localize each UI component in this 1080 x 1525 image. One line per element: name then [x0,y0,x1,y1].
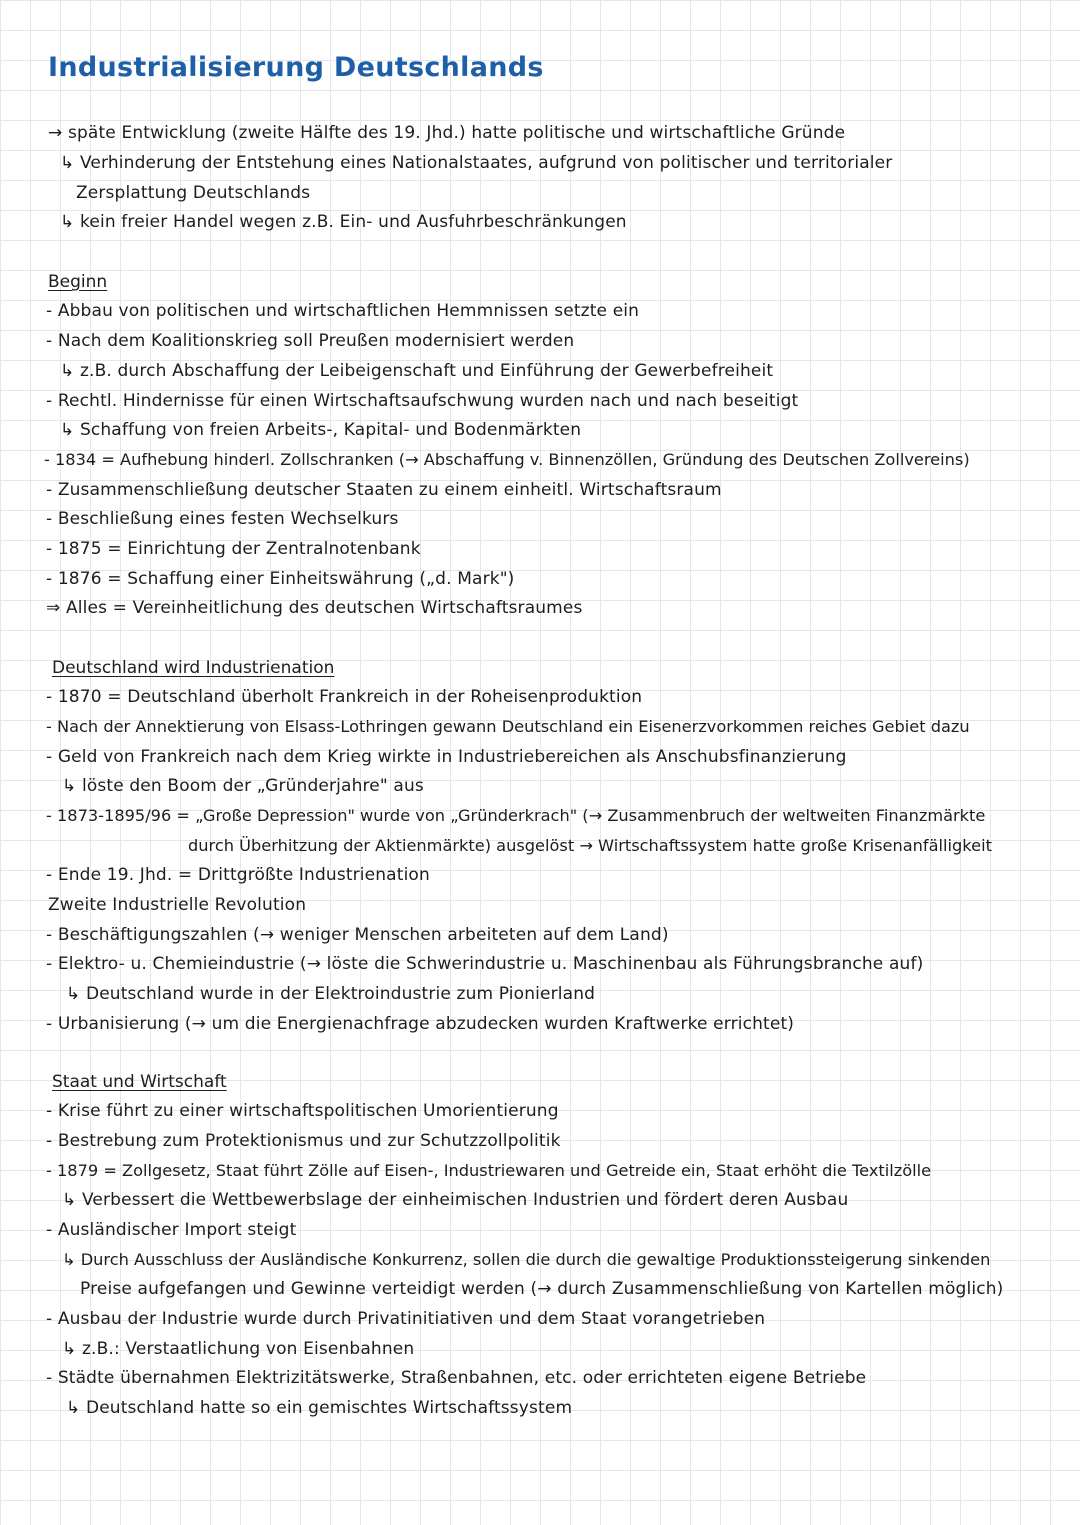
intro-line: ↳ kein freier Handel wegen z.B. Ein- und Ausfuhrbeschränkungen [60,212,627,232]
list-item: - Rechtl. Hindernisse für einen Wirtschaftsaufschwung wurden nach und nach beseitigt [46,391,799,411]
list-item: - 1870 = Deutschland überholt Frankreich in der Roheisenproduktion [46,687,643,707]
section-heading-beginn: Beginn [48,272,108,292]
list-item: ↳ Verbessert die Wettbewerbslage der einheimischen Industrien und fördert deren Ausbau [62,1190,849,1210]
list-item: - 1873-1895/96 = „Große Depression" wurde von „Gründerkrach" (→ Zusammenbruch der weltweiten Finanzmärkte [46,806,986,825]
list-item: - Ausbau der Industrie wurde durch Privatinitiativen und dem Staat vorangetrieben [46,1309,766,1329]
list-item: Preise aufgefangen und Gewinne verteidigt werden (→ durch Zusammenschließung von Kartellen möglich) [80,1279,1004,1299]
list-item: - Elektro- u. Chemieindustrie (→ löste die Schwerindustrie u. Maschinenbau als Führungsbranche auf) [46,954,924,974]
list-item: - Beschließung eines festen Wechselkurs [46,509,399,529]
list-item: ↳ z.B.: Verstaatlichung von Eisenbahnen [62,1339,415,1359]
list-item: durch Überhitzung der Aktienmärkte) ausgelöst → Wirtschaftssystem hatte große Krisenanfälligkeit [188,836,992,855]
list-item: - 1834 = Aufhebung hinderl. Zollschranken (→ Abschaffung v. Binnenzöllen, Gründung des Deutschen Zollvereins) [44,450,970,469]
list-item: ↳ Durch Ausschluss der Ausländische Konkurrenz, sollen die durch die gewaltige Produktionssteigerung sinkenden [62,1250,991,1269]
list-item: - Urbanisierung (→ um die Energienachfrage abzudecken wurden Kraftwerke errichtet) [46,1014,795,1034]
list-item: ↳ Schaffung von freien Arbeits-, Kapital- und Bodenmärkten [60,420,582,440]
intro-line: ↳ Verhinderung der Entstehung eines Nationalstaates, aufgrund von politischer und territorialer [60,153,893,173]
list-item: - Ausländischer Import steigt [46,1220,297,1240]
list-item: - Bestrebung zum Protektionismus und zur Schutzzollpolitik [46,1131,561,1151]
list-item: - Krise führt zu einer wirtschaftspolitischen Umorientierung [46,1101,559,1121]
list-item: - 1876 = Schaffung einer Einheitswährung („d. Mark") [46,569,515,589]
page-title: Industrialisierung Deutschlands [48,52,544,83]
list-item: - Nach dem Koalitionskrieg soll Preußen modernisiert werden [46,331,575,351]
section-heading-industrienation: Deutschland wird Industrienation [52,658,335,678]
list-item: ↳ Deutschland wurde in der Elektroindustrie zum Pionierland [66,984,596,1004]
subheading: Zweite Industrielle Revolution [48,895,307,915]
intro-line: → späte Entwicklung (zweite Hälfte des 19. Jhd.) hatte politische und wirtschaftliche Gründe [48,123,846,143]
list-item: - Zusammenschließung deutscher Staaten zu einem einheitl. Wirtschaftsraum [46,480,722,500]
list-item: ↳ löste den Boom der „Gründerjahre" aus [62,776,424,796]
list-item: ↳ z.B. durch Abschaffung der Leibeigenschaft und Einführung der Gewerbefreiheit [60,361,774,381]
list-item: - Nach der Annektierung von Elsass-Lothringen gewann Deutschland ein Eisenerzvorkommen reiches Gebiet dazu [46,717,970,736]
list-item: - 1875 = Einrichtung der Zentralnotenbank [46,539,421,559]
list-item: - 1879 = Zollgesetz, Staat führt Zölle auf Eisen-, Industriewaren und Getreide ein, Staat erhöht die Textilzölle [46,1161,932,1180]
list-item: ↳ Deutschland hatte so ein gemischtes Wirtschaftssystem [66,1398,573,1418]
section-heading-staat: Staat und Wirtschaft [52,1072,227,1092]
list-item: - Geld von Frankreich nach dem Krieg wirkte in Industriebereichen als Anschubsfinanzierung [46,747,847,767]
list-item: - Ende 19. Jhd. = Drittgrößte Industrienation [46,865,430,885]
list-item: - Städte übernahmen Elektrizitätswerke, Straßenbahnen, etc. oder errichteten eigene Betriebe [46,1368,867,1388]
intro-line: Zersplattung Deutschlands [76,183,311,203]
list-item: ⇒ Alles = Vereinheitlichung des deutschen Wirtschaftsraumes [46,598,583,618]
list-item: - Beschäftigungszahlen (→ weniger Menschen arbeiteten auf dem Land) [46,925,669,945]
list-item: - Abbau von politischen und wirtschaftlichen Hemmnissen setzte ein [46,301,640,321]
